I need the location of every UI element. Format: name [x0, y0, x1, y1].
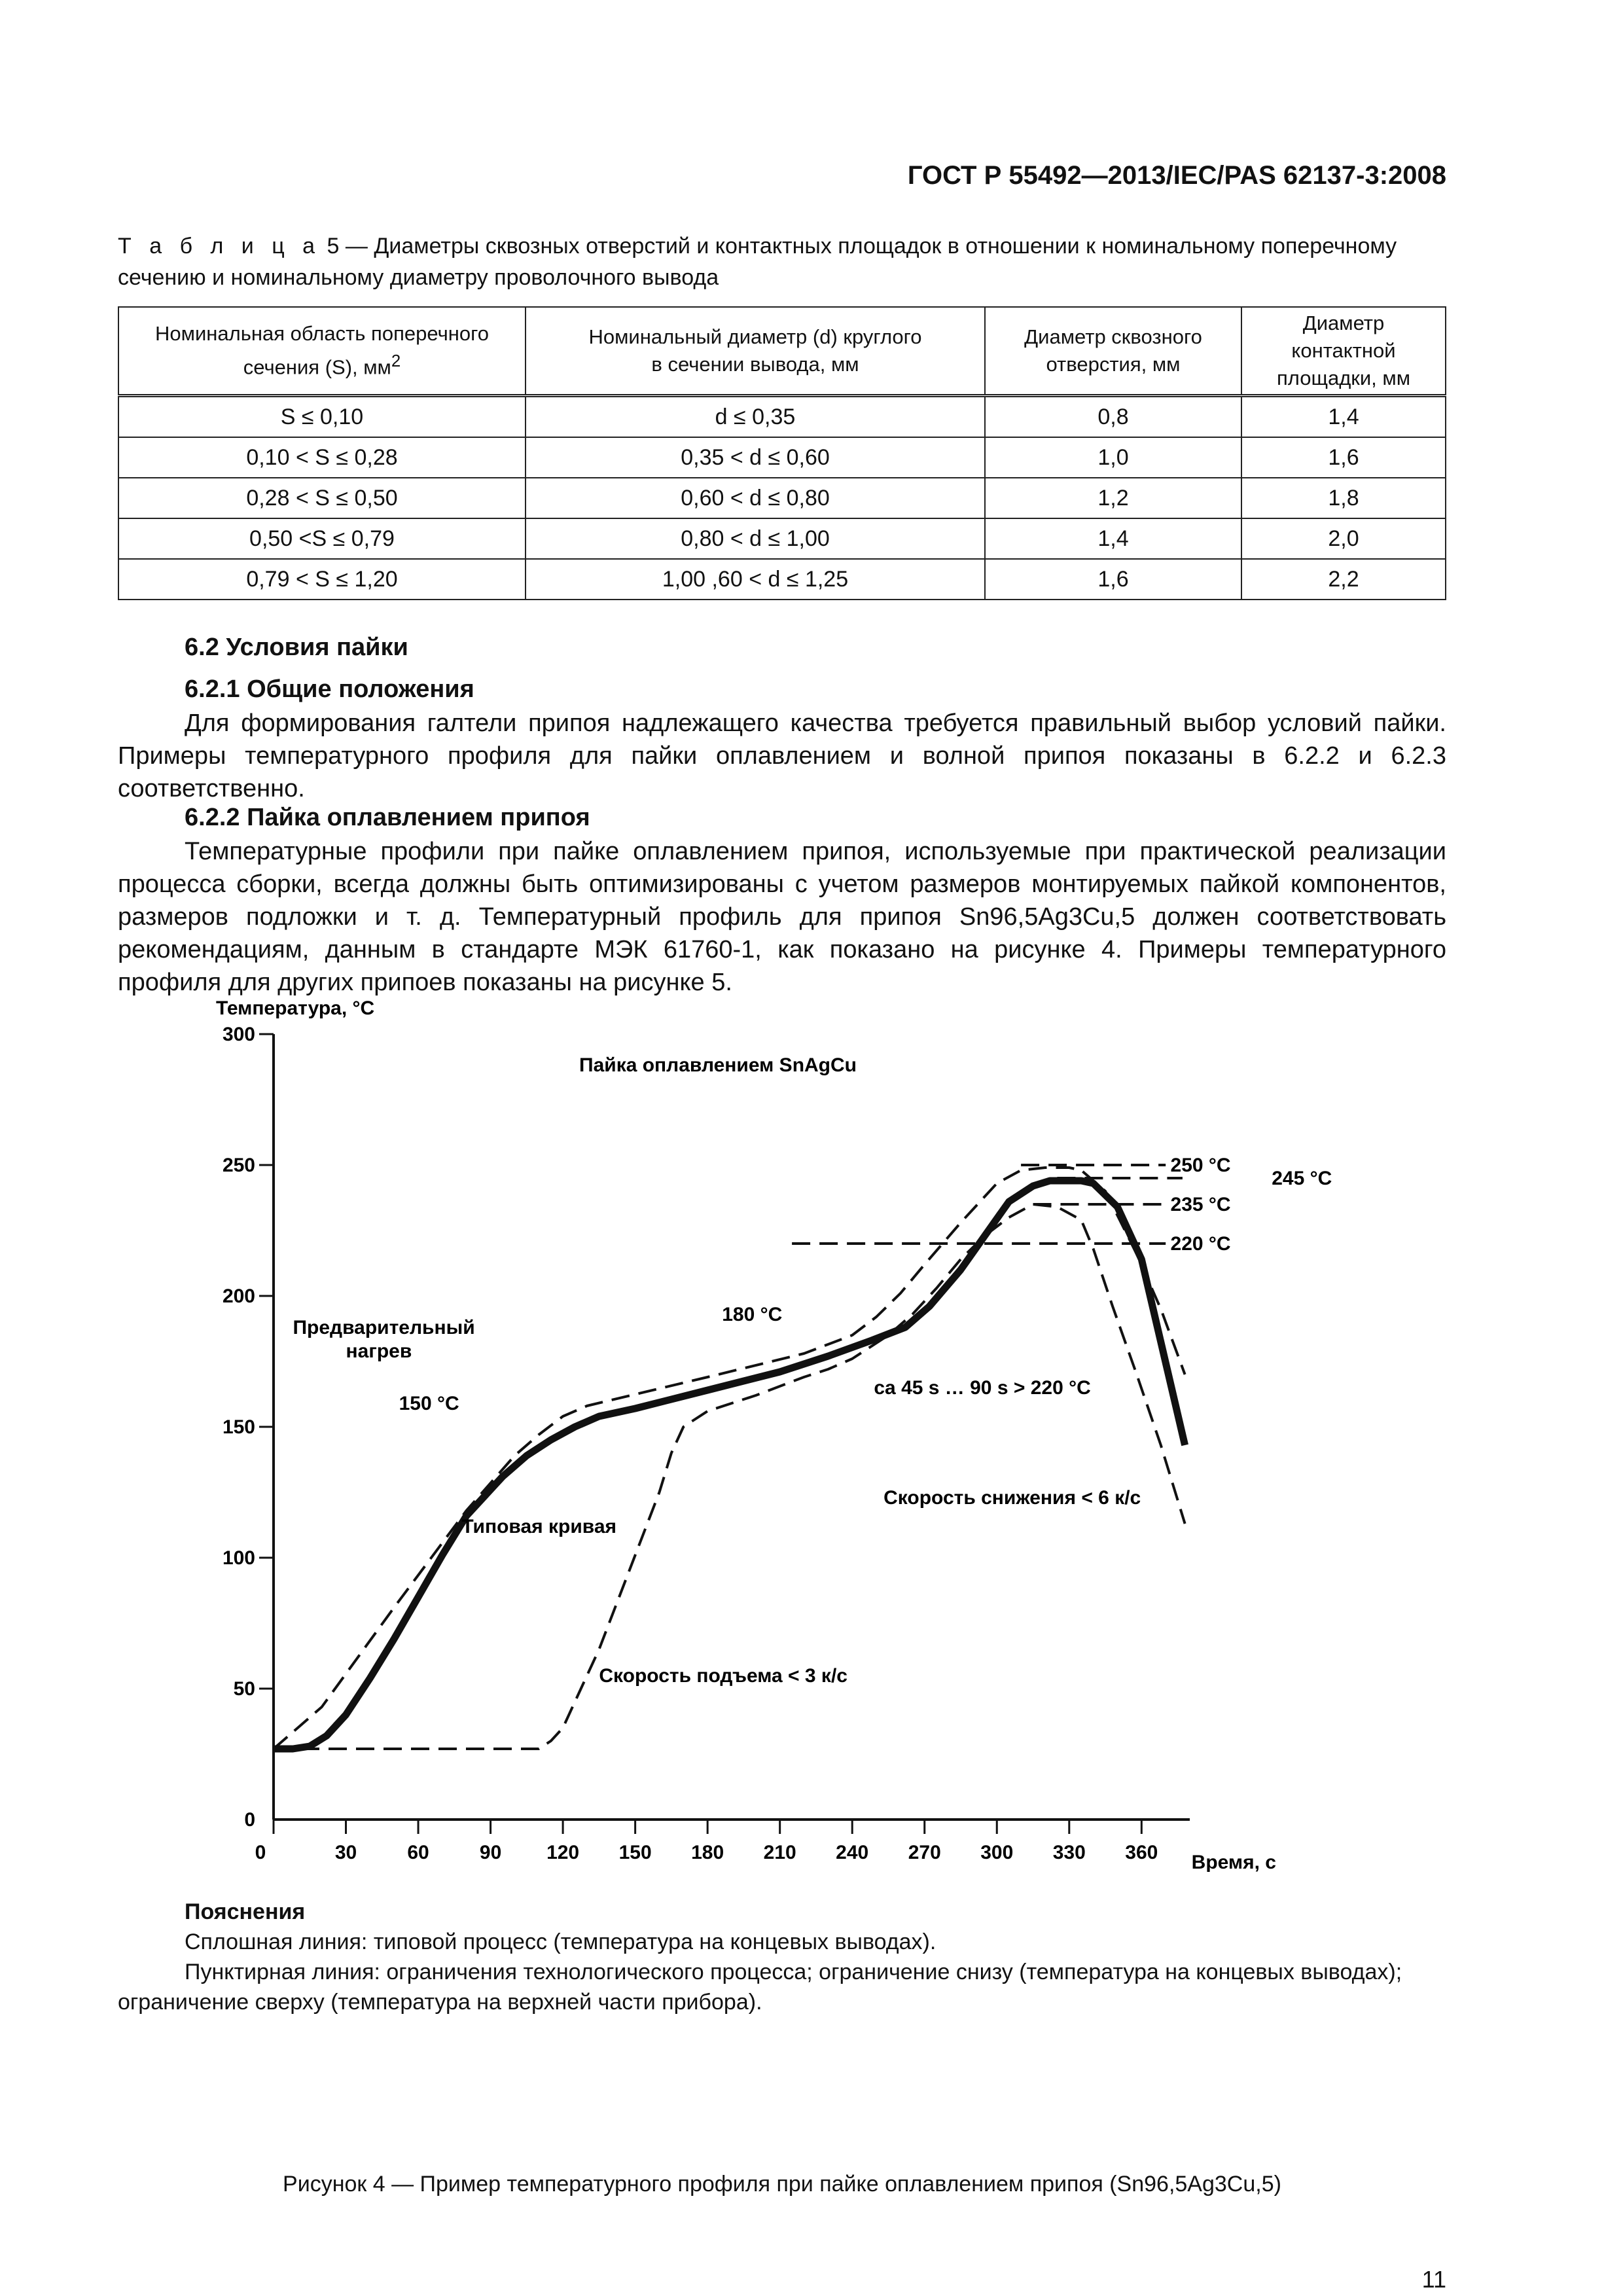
table-header-row — [118, 307, 1446, 396]
y-tick-label: 150 — [222, 1416, 255, 1438]
table-cell: 0,80 < d ≤ 1,00 — [526, 518, 985, 559]
header-line: Диаметр контактной — [1291, 312, 1396, 362]
chart-annotation: 250 °C — [1170, 1155, 1231, 1176]
header-line: Диаметр сквозного — [1024, 325, 1202, 348]
chart-annotation: Скорость подъема < 3 к/с — [599, 1665, 847, 1687]
table-row — [118, 518, 1446, 559]
notes-title-text: Пояснения — [185, 1899, 306, 1924]
document-code-header: ГОСТ Р 55492—2013/IEC/PAS 62137-3:2008 — [907, 161, 1446, 190]
chart-annotation: 150 °C — [399, 1393, 459, 1414]
x-tick-label: 360 — [1125, 1842, 1158, 1863]
table-cell: 0,79 < S ≤ 1,20 — [118, 559, 526, 600]
table-caption-text: — Диаметры сквозных отверстий и контактных площадок в отношении к номинальному поперечному сечению и номинальному диаметру проволочного вывода — [118, 234, 1397, 290]
chart-annotation: 220 °C — [1170, 1233, 1231, 1255]
x-tick-label: 30 — [334, 1842, 357, 1863]
chart-annotation: Предварительный — [293, 1317, 475, 1338]
chart-annotation: 245 °C — [1272, 1168, 1332, 1189]
table-cell: 0,60 < d ≤ 0,80 — [526, 478, 985, 518]
y-tick-label: 200 — [222, 1285, 255, 1307]
figure-caption: Рисунок 4 — Пример температурного профиля при пайке оплавлением припоя (Sn96,5Ag3Cu,5) — [283, 2172, 1281, 2197]
header-line: отверстия, мм — [1046, 353, 1181, 376]
axis-ticks — [223, 1024, 1158, 1863]
chart-annotation: нагрев — [346, 1340, 412, 1362]
y-tick-label: 300 — [222, 1024, 255, 1045]
x-tick-label: 60 — [407, 1842, 429, 1863]
table-cell: 1,2 — [985, 478, 1241, 518]
table-cell: 0,28 < S ≤ 0,50 — [118, 478, 526, 518]
table-cell: 1,4 — [1241, 396, 1446, 438]
chart-annotation: 180 °C — [722, 1304, 783, 1325]
x-tick-label: 300 — [980, 1842, 1014, 1863]
x-tick-label: 180 — [691, 1842, 724, 1863]
table-cell: 0,50 <S ≤ 0,79 — [118, 518, 526, 559]
table-cell: 1,8 — [1241, 478, 1446, 518]
chart-annotation: Скорость снижения < 6 к/с — [883, 1487, 1141, 1509]
reflow-profile-chart — [196, 988, 1374, 1872]
table-cell: 1,00 ,60 < d ≤ 1,25 — [526, 559, 985, 600]
x-tick-label: 120 — [546, 1842, 580, 1863]
x-tick-label: 210 — [763, 1842, 796, 1863]
table-row — [118, 478, 1446, 518]
header-line: площадки, мм — [1276, 367, 1411, 389]
col-header-hole-diameter — [985, 307, 1241, 396]
table-cell: 0,8 — [985, 396, 1241, 438]
process-limit-dashed-line — [274, 1168, 1185, 1749]
table-caption-prefix: Т а б л и ц а — [118, 234, 321, 259]
typical-profile-line — [274, 1181, 1185, 1749]
notes-solid-line: Сплошная линия: типовой процесс (температура на концевых выводах). — [185, 1929, 936, 1954]
table-cell: 2,0 — [1241, 518, 1446, 559]
y-tick-label: 0 — [244, 1809, 255, 1831]
table-row — [118, 396, 1446, 438]
chart-annotation: 235 °C — [1170, 1194, 1231, 1215]
header-line: Номинальная область поперечного — [155, 322, 489, 346]
section-6-2-heading: 6.2 Условия пайки — [185, 634, 408, 661]
chart-title: Пайка оплавлением SnAgCu — [579, 1054, 857, 1076]
section-6-2-1-heading: 6.2.1 Общие положения — [185, 675, 474, 703]
x-tick-label: 330 — [1052, 1842, 1086, 1863]
notes-dashed-line: Пунктирная линия: ограничения технологического процесса; ограничение снизу (температура на концевых выводах); ограничение сверху (температура на верхней части прибора). — [118, 1960, 1402, 2015]
header-line: в сечении вывода, мм — [651, 353, 859, 376]
chart-annotation: Типовая кривая — [461, 1516, 617, 1537]
page-number: 11 — [1421, 2266, 1446, 2293]
section-6-2-2-heading: 6.2.2 Пайка оплавлением припоя — [185, 804, 590, 831]
col-header-wire-diameter — [526, 307, 985, 396]
table-cell: 1,6 — [1241, 437, 1446, 478]
table-cell: 1,0 — [985, 437, 1241, 478]
section-6-2-2-paragraph: Температурные профили при пайке оплавлением припоя, используемые при практической реализации процесса сборки, всегда должны быть оптимизированы с учетом размеров монтируемых пайкой компонентов, размеров подложки и т. д. Температурный профиль для припоя Sn96,5Ag3Cu,5 должен соответствовать рекомендациям, данным в стандарте МЭК 61760-1, как показано на рисунке 4. Примеры температурного профиля для других припоев показаны на рисунке 5. — [118, 838, 1446, 996]
table-caption-number: 5 — [327, 234, 340, 259]
table-cell: 0,10 < S ≤ 0,28 — [118, 437, 526, 478]
table-cell: 0,35 < d ≤ 0,60 — [526, 437, 985, 478]
x-tick-label: 240 — [836, 1842, 869, 1863]
table-row — [118, 559, 1446, 600]
y-tick-label: 100 — [222, 1547, 255, 1569]
header-line: сечения (S), мм — [243, 355, 391, 379]
diameter-table — [118, 306, 1446, 600]
table-cell: 2,2 — [1241, 559, 1446, 600]
table-cell: 1,6 — [985, 559, 1241, 600]
x-tick-label: 0 — [255, 1842, 266, 1863]
y-tick-label: 50 — [233, 1678, 255, 1700]
section-6-2-1-paragraph: Для формирования галтели припоя надлежащего качества требуется правильный выбор условий пайки. Примеры температурного профиля для пайки оплавлением и волной припоя показаны в 6.2.2 и 6.2.3 соответственно. — [118, 709, 1446, 802]
table-cell: S ≤ 0,10 — [118, 396, 526, 438]
notes-title — [185, 1897, 305, 1927]
y-tick-label: 250 — [222, 1155, 255, 1176]
chart-annotation: ca 45 s … 90 s > 220 °C — [874, 1377, 1091, 1399]
table-cell: d ≤ 0,35 — [526, 396, 985, 438]
x-tick-label: 150 — [618, 1842, 652, 1863]
header-line: Номинальный диаметр (d) круглого — [588, 325, 922, 348]
x-axis-label: Время, с — [1191, 1852, 1276, 1872]
x-tick-label: 270 — [908, 1842, 941, 1863]
x-tick-label: 90 — [479, 1842, 502, 1863]
table-row — [118, 437, 1446, 478]
y-axis-label: Температура, °C — [216, 997, 375, 1019]
data-series — [274, 1165, 1185, 1749]
col-header-cross-section — [118, 307, 526, 396]
table-cell: 1,4 — [985, 518, 1241, 559]
header-superscript: 2 — [391, 352, 401, 371]
col-header-pad-diameter — [1241, 307, 1446, 396]
table-caption — [118, 230, 1446, 293]
